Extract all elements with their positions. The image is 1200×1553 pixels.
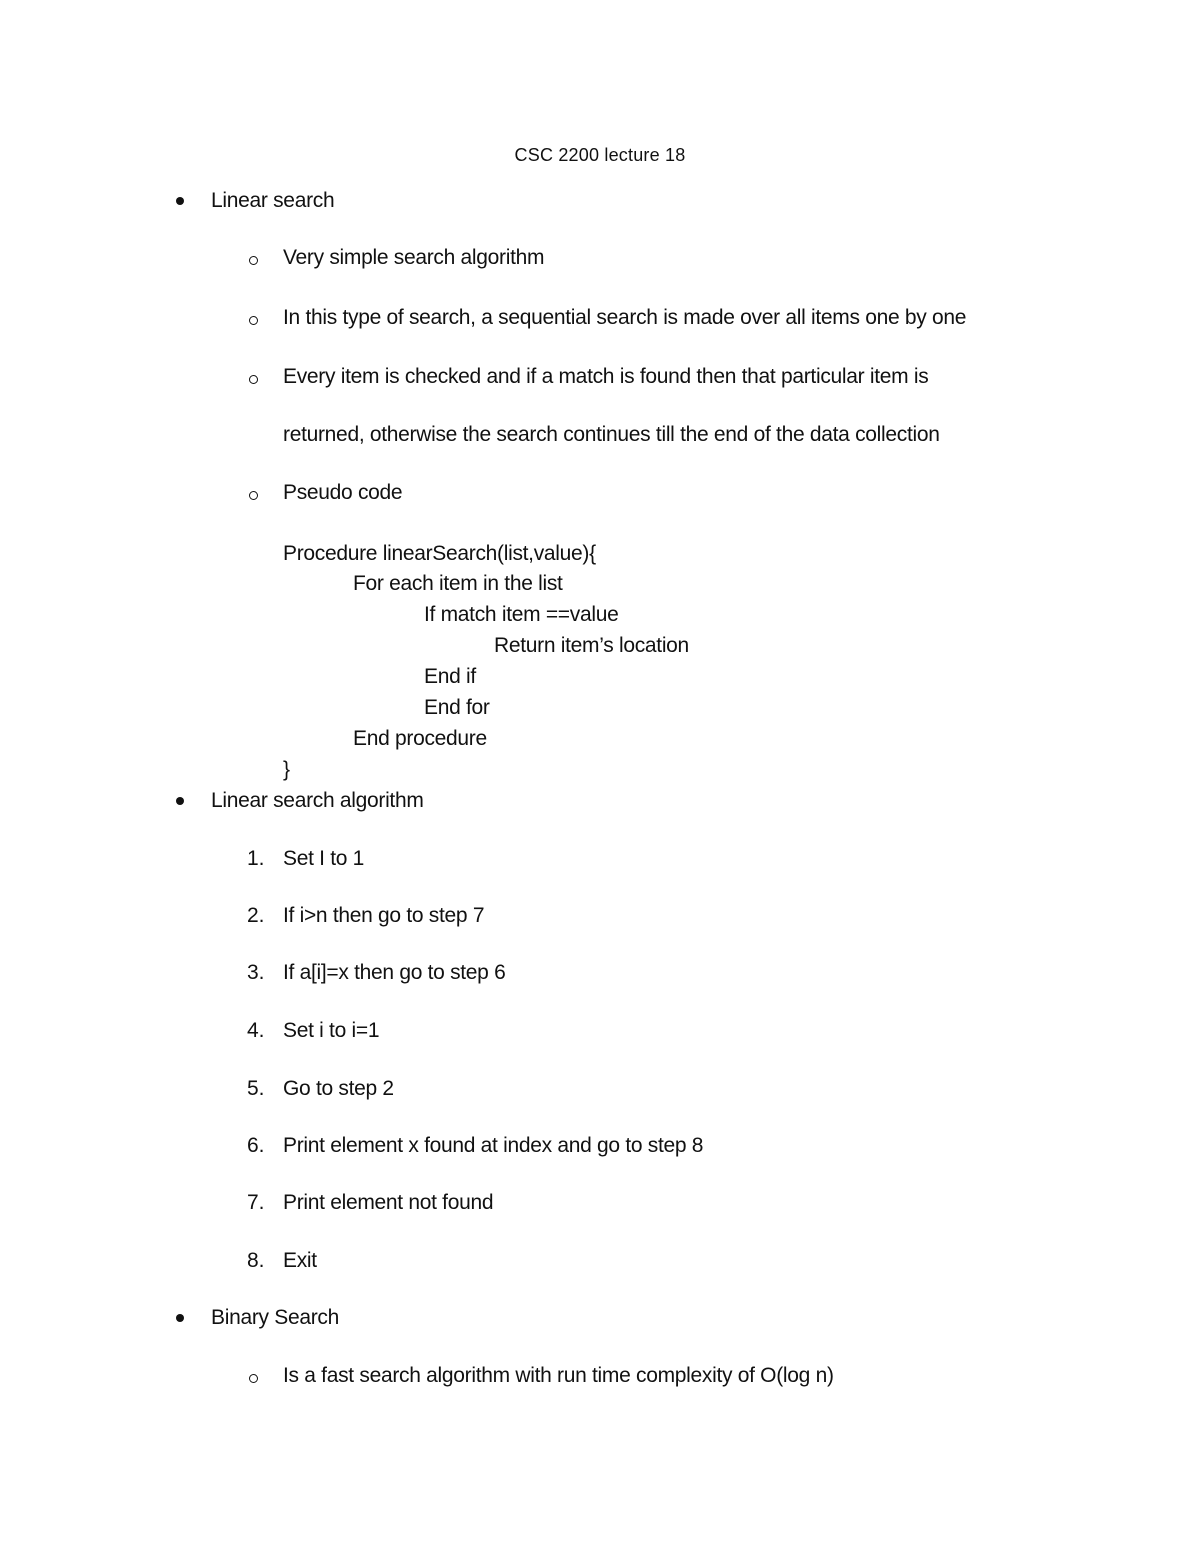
step-number: 8. (247, 1249, 265, 1272)
list-item: Every item is checked and if a match is found then that particular item is (283, 365, 929, 388)
step-text: Set i to i=1 (283, 1019, 380, 1042)
sub-bullet-icon (249, 375, 258, 384)
sub-bullet-icon (249, 1374, 258, 1383)
code-line: Return item’s location (494, 634, 689, 657)
list-item-continuation: returned, otherwise the search continues till the end of the data collection (283, 423, 940, 446)
step-text: Print element not found (283, 1191, 494, 1214)
code-line: End for (424, 696, 490, 719)
step-number: 3. (247, 961, 265, 984)
step-text: If a[i]=x then go to step 6 (283, 961, 506, 984)
sub-bullet-icon (249, 256, 258, 265)
sub-bullet-icon (249, 316, 258, 325)
step-number: 5. (247, 1077, 265, 1100)
step-number: 2. (247, 904, 265, 927)
page-title: CSC 2200 lecture 18 (514, 145, 686, 165)
list-item: Pseudo code (283, 481, 403, 504)
step-number: 7. (247, 1191, 265, 1214)
code-line: End if (424, 665, 476, 688)
code-line: End procedure (353, 727, 487, 750)
list-item: Very simple search algorithm (283, 246, 545, 269)
section-heading-linear-search-algorithm: Linear search algorithm (211, 789, 424, 812)
step-text: If i>n then go to step 7 (283, 904, 485, 927)
code-line: } (283, 758, 290, 781)
section-heading-binary-search: Binary Search (211, 1306, 339, 1329)
code-line: For each item in the list (353, 572, 563, 595)
step-text: Go to step 2 (283, 1077, 394, 1100)
bullet-icon (176, 197, 184, 205)
step-number: 6. (247, 1134, 265, 1157)
step-text: Print element x found at index and go to step 8 (283, 1134, 704, 1157)
code-line: If match item ==value (424, 603, 619, 626)
step-number: 4. (247, 1019, 265, 1042)
bullet-icon (176, 1314, 184, 1322)
step-text: Set I to 1 (283, 847, 365, 870)
sub-bullet-icon (249, 491, 258, 500)
list-item: In this type of search, a sequential search is made over all items one by one (283, 306, 967, 329)
code-line: Procedure linearSearch(list,value){ (283, 542, 596, 565)
step-number: 1. (247, 847, 265, 870)
step-text: Exit (283, 1249, 317, 1272)
bullet-icon (176, 797, 184, 805)
section-heading-linear-search: Linear search (211, 189, 335, 212)
list-item: Is a fast search algorithm with run time complexity of O(log n) (283, 1364, 834, 1387)
